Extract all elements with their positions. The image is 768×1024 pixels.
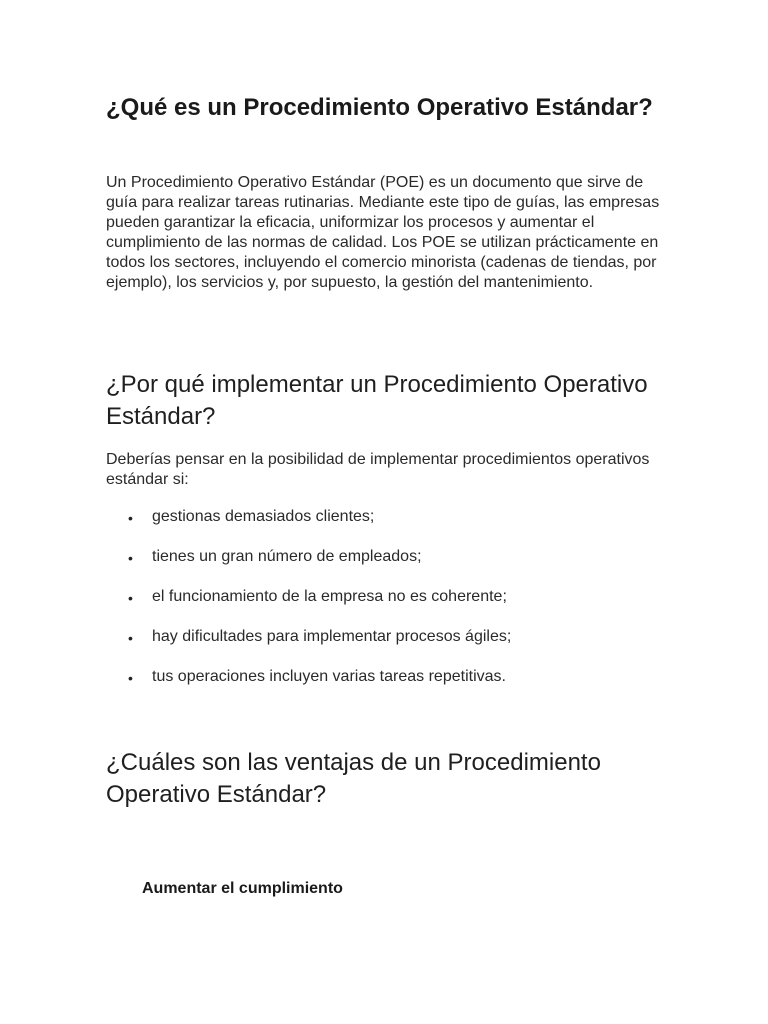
heading-why-implement-sop: ¿Por qué implementar un Procedimiento Operativo Estándar? — [106, 371, 648, 430]
list-item-text: tienes un gran número de empleados; — [152, 548, 422, 565]
subheading-increase-compliance: Aumentar el cumplimiento — [142, 880, 343, 897]
list-item-text: hay dificultades para implementar procesos ágiles; — [152, 628, 512, 645]
heading-what-is-sop: ¿Qué es un Procedimiento Operativo Estándar? — [106, 94, 653, 121]
bullet-icon: • — [128, 590, 133, 606]
list-item-text: gestionas demasiados clientes; — [152, 508, 375, 525]
heading-sop-advantages: ¿Cuáles son las ventajas de un Procedimiento Operativo Estándar? — [106, 749, 601, 808]
bullet-icon: • — [128, 510, 133, 526]
list-item-text: el funcionamiento de la empresa no es coherente; — [152, 588, 507, 605]
bullet-icon: • — [128, 670, 133, 686]
bullet-icon: • — [128, 550, 133, 566]
list-item-text: tus operaciones incluyen varias tareas repetitivas. — [152, 668, 506, 685]
paragraph-consider-implementing: Deberías pensar en la posibilidad de implementar procedimientos operativos estándar si: — [106, 451, 650, 488]
paragraph-sop-definition: Un Procedimiento Operativo Estándar (POE) es un documento que sirve de guía para realizar tareas rutinarias. Mediante este tipo de guías, las empresas pueden garantizar la eficacia, uniformizar los procesos y aumentar el cumplimiento de las normas de calidad. Los POE se utilizan prácticamente en todos los sectores, incluyendo el comercio minorista (cadenas de tiendas, por ejemplo), los servicios y, por supuesto, la gestión del mantenimiento. — [106, 174, 660, 291]
bullet-icon: • — [128, 630, 133, 646]
